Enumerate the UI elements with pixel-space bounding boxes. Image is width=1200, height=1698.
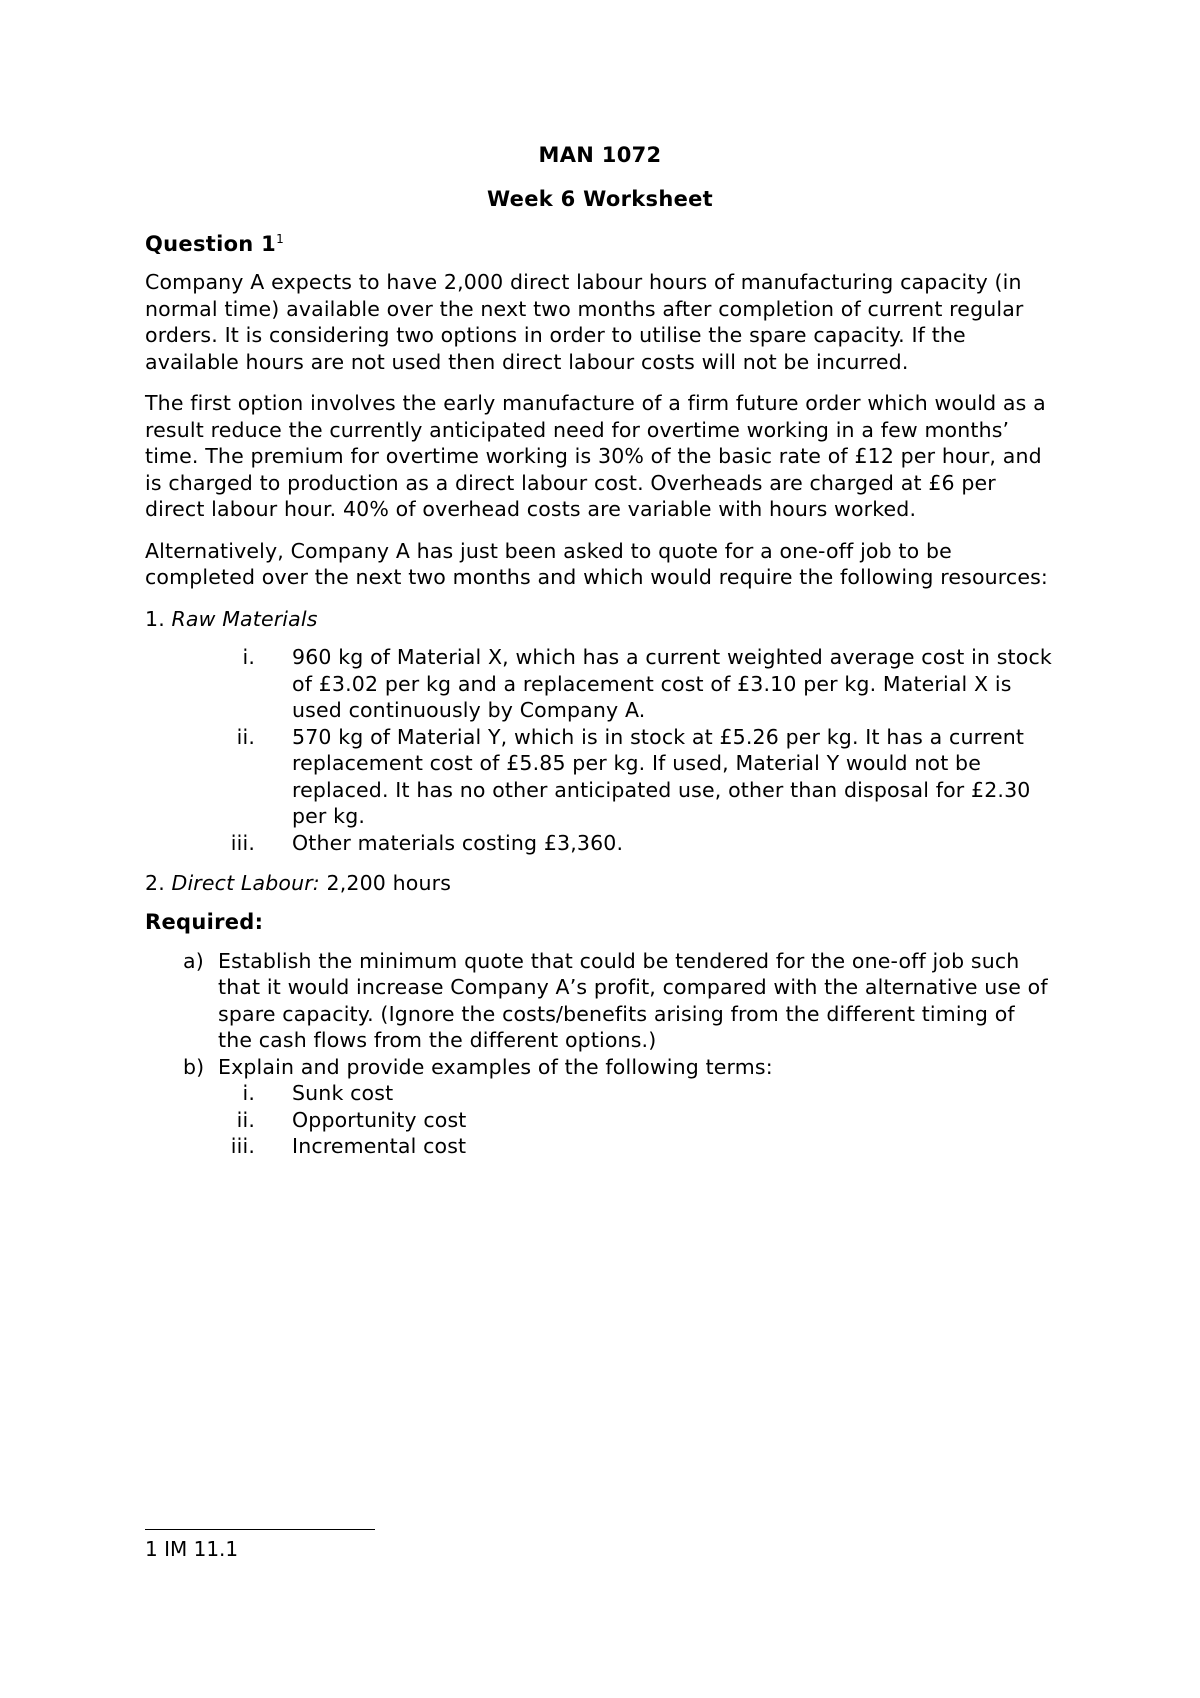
footnote: 1 IM 11.1 [145,1537,239,1561]
list-marker: ii. [236,1107,255,1132]
required-item-b [145,1054,1055,1160]
worksheet-title: Week 6 Worksheet [486,187,714,211]
raw-materials-heading [145,606,1055,633]
list-marker: iii. [230,830,255,855]
paragraph-alternative: Alternatively, Company A has just been asked to quote for a one-off job to be completed over the next two months and which would require the following resources: [145,538,1048,589]
list-marker: i. [242,1081,255,1105]
course-code: MAN 1072 [538,143,662,167]
list-item-text: Other materials costing £3,360. [292,830,624,855]
term-item [218,1133,1055,1160]
required-heading: Required: [145,909,264,934]
list-item [145,644,1055,724]
term-item [218,1107,1055,1134]
term-item [218,1080,1055,1107]
list-marker: iii. [230,1134,255,1158]
section-label: Raw Materials [171,606,318,631]
paragraph-first-option: The first option involves the early manufacture of a firm future order which would as a result reduce the currently anticipated need for overtime working in a few months’ time. The premium for overtime working is 30% of the basic rate of £12 per hour, and is charged to production as a direct labour cost. Overheads are charged at £6 per direct labour hour. 40% of overhead costs are variable with hours worked. [145,391,1046,521]
list-item-text: 570 kg of Material Y, which is in stock at £5.26 per kg. It has a current replacement cost of £5.85 per kg. If used, Material Y would not be replaced. It has no other anticipated use, other than disposal for £2.30 per kg. [292,724,1031,828]
raw-materials-list [145,644,1055,856]
term-text: Opportunity cost [292,1107,467,1132]
question-heading [145,226,1055,257]
footnote-separator [145,1529,375,1530]
section-number: 2. [145,871,165,895]
list-item-text: 960 kg of Material X, which has a current weighted average cost in stock of £3.02 per kg and a replacement cost of £3.10 per kg. Material X is used continuously by Company A. [292,645,1052,722]
footnote-reference: 1 [276,232,285,246]
term-text: Incremental cost [292,1134,467,1158]
list-item [145,724,1055,830]
term-text: Sunk cost [292,1081,394,1105]
direct-labour-line [145,870,1055,897]
terms-list [218,1080,1055,1160]
list-marker: i. [242,645,255,669]
required-list [145,948,1055,1160]
list-item [145,830,1055,857]
section-label: Direct Labour: [171,871,320,895]
question-title: Question 1 [145,232,277,256]
list-item-text: Establish the minimum quote that could be tendered for the one-off job such that it would increase Company A’s profit, compared with the alternative use of spare capacity. (Ignore the costs/benefits arising from the different timing of the cash flows from the different options.) [218,948,1048,1052]
list-marker: a) [183,948,204,973]
direct-labour-value: 2,200 hours [326,871,452,895]
paragraph-capacity: Company A expects to have 2,000 direct labour hours of manufacturing capacity (in normal time) available over the next two months after completion of current regular orders. It is considering two options in order to utilise the spare capacity. If the available hours are not used then direct labour costs will not be incurred. [145,270,1024,374]
list-marker: ii. [236,724,255,749]
required-item-a [145,948,1055,1054]
list-marker: b) [183,1054,205,1079]
list-item-text: Explain and provide examples of the following terms: [218,1054,773,1079]
section-number: 1. [145,606,165,631]
